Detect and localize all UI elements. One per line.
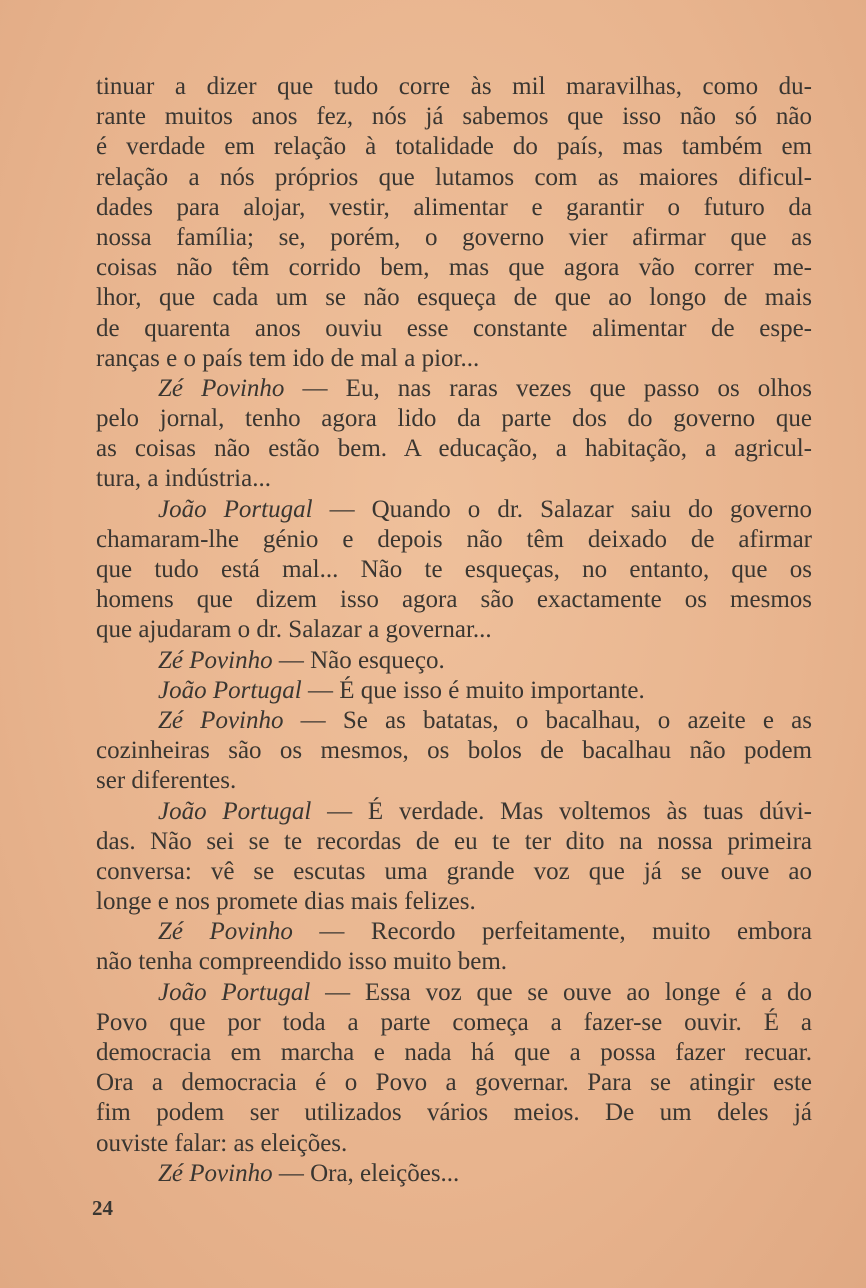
- line-text: — Não esqueço.: [272, 646, 445, 674]
- text-line: [96, 283, 812, 313]
- speaker-name: Zé Povinho: [158, 1159, 273, 1187]
- line-text: Ora a democracia é o Povo a governar. Para se atingir este: [96, 1069, 812, 1097]
- line-text: democracia em marcha e nada há que a possa fazer recuar.: [96, 1039, 812, 1066]
- line-text: — Eu, nas raras vezes que passo os olhos: [284, 374, 812, 402]
- page-number: 24: [92, 1196, 113, 1220]
- dialogue-line: [96, 495, 812, 525]
- line-text: fim podem ser utilizados vários meios. De um deles já: [96, 1099, 812, 1127]
- dialogue-line: [96, 978, 812, 1008]
- speaker-name: João Portugal: [158, 797, 312, 825]
- line-text: chamaram-lhe génio e depois não têm deixado de afirmar: [96, 525, 812, 553]
- text-line: [96, 1038, 812, 1068]
- speaker-name: Zé Povinho: [158, 646, 273, 674]
- line-text: lhor, que cada um se não esqueça de que ao longo de mais: [96, 284, 812, 312]
- line-text: — Ora, eleições...: [272, 1159, 460, 1187]
- line-text: dades para alojar, vestir, alimentar e garantir o futuro da: [96, 193, 812, 221]
- dialogue-line: [96, 917, 812, 947]
- line-text: não tenha compreendido isso muito bem.: [96, 948, 508, 976]
- text-line: [96, 434, 812, 464]
- dialogue-line: [96, 646, 812, 676]
- text-line: [96, 555, 812, 585]
- dialogue-line: [96, 676, 812, 706]
- line-text: rante muitos anos fez, nós já sabemos que isso não só não: [96, 103, 812, 131]
- text-line: [96, 766, 812, 796]
- text-line: [96, 223, 812, 253]
- line-text: coisas não têm corrido bem, mas que agora vão correr me-: [96, 254, 812, 282]
- text-line: [96, 615, 812, 645]
- text-line: [96, 193, 812, 223]
- line-text: — É que isso é muito importante.: [301, 676, 645, 704]
- text-line: [96, 314, 812, 344]
- line-text: longe e nos promete dias mais felizes.: [96, 888, 476, 916]
- dialogue-line: [96, 706, 812, 736]
- dialogue-line: [96, 1159, 812, 1189]
- line-text: — Se as batatas, o bacalhau, o azeite e as: [283, 706, 812, 734]
- line-text: relação a nós próprios que lutamos com as maiores dificul-: [96, 163, 812, 191]
- line-text: — Essa voz que se ouve ao longe é a do: [310, 978, 812, 1006]
- speaker-name: Zé Povinho: [158, 918, 293, 946]
- line-text: de quarenta anos ouviu esse constante alimentar de espe-: [96, 314, 812, 342]
- line-text: ouviste falar: as eleições.: [96, 1129, 348, 1157]
- line-text: das. Não sei se te recordas de eu te ter dito na nossa primeira: [96, 827, 812, 855]
- speaker-name: João Portugal: [158, 676, 302, 704]
- line-text: pelo jornal, tenho agora lido da parte dos do governo que: [96, 405, 812, 433]
- line-text: — É verdade. Mas voltemos às tuas dúvi-: [311, 797, 812, 825]
- line-text: tinuar a dizer que tudo corre às mil maravilhas, como du-: [96, 73, 812, 100]
- dialogue-line: [96, 797, 812, 827]
- line-text: tura, a indústria...: [96, 465, 271, 493]
- text-line: [96, 827, 812, 857]
- text-line: [96, 1068, 812, 1098]
- line-text: as coisas não estão bem. A educação, a habitação, a agricul-: [96, 435, 812, 463]
- line-text: cozinheiras são os mesmos, os bolos de bacalhau não podem: [96, 737, 812, 765]
- line-text: ser diferentes.: [96, 767, 237, 795]
- text-line: [96, 1008, 812, 1038]
- text-line: [96, 344, 812, 374]
- text-line: [96, 253, 812, 283]
- text-line: [96, 404, 812, 434]
- line-text: que tudo está mal... Não te esqueças, no entanto, que os: [96, 556, 812, 583]
- line-text: homens que dizem isso agora são exactamente os mesmos: [96, 586, 812, 614]
- text-line: [96, 585, 812, 615]
- text-line: [96, 163, 812, 193]
- line-text: é verdade em relação à totalidade do país, mas também em: [96, 133, 812, 161]
- speaker-name: João Portugal: [158, 978, 311, 1006]
- page-body: [96, 72, 812, 1189]
- line-text: que ajudaram o dr. Salazar a governar...: [96, 616, 492, 644]
- line-text: conversa: vê se escutas uma grande voz que já se ouve ao: [96, 857, 812, 885]
- text-line: [96, 1129, 812, 1159]
- line-text: nossa família; se, porém, o governo vier afirmar que as: [96, 223, 812, 251]
- line-text: — Quando o dr. Salazar saiu do governo: [312, 495, 812, 523]
- text-line: [96, 102, 812, 132]
- line-text: ranças e o país tem ido de mal a pior...: [96, 344, 480, 372]
- text-line: [96, 887, 812, 917]
- dialogue-line: [96, 374, 812, 404]
- text-line: [96, 72, 812, 102]
- text-line: [96, 132, 812, 162]
- line-text: Povo que por toda a parte começa a fazer-se ouvir. É a: [96, 1008, 812, 1036]
- speaker-name: João Portugal: [158, 495, 313, 523]
- speaker-name: Zé Povinho: [158, 706, 284, 734]
- line-text: — Recordo perfeitamente, muito embora: [292, 918, 812, 946]
- text-line: [96, 857, 812, 887]
- text-line: [96, 736, 812, 766]
- text-line: [96, 464, 812, 494]
- text-line: [96, 1098, 812, 1128]
- text-line: [96, 525, 812, 555]
- speaker-name: Zé Povinho: [158, 374, 285, 402]
- text-line: [96, 947, 812, 977]
